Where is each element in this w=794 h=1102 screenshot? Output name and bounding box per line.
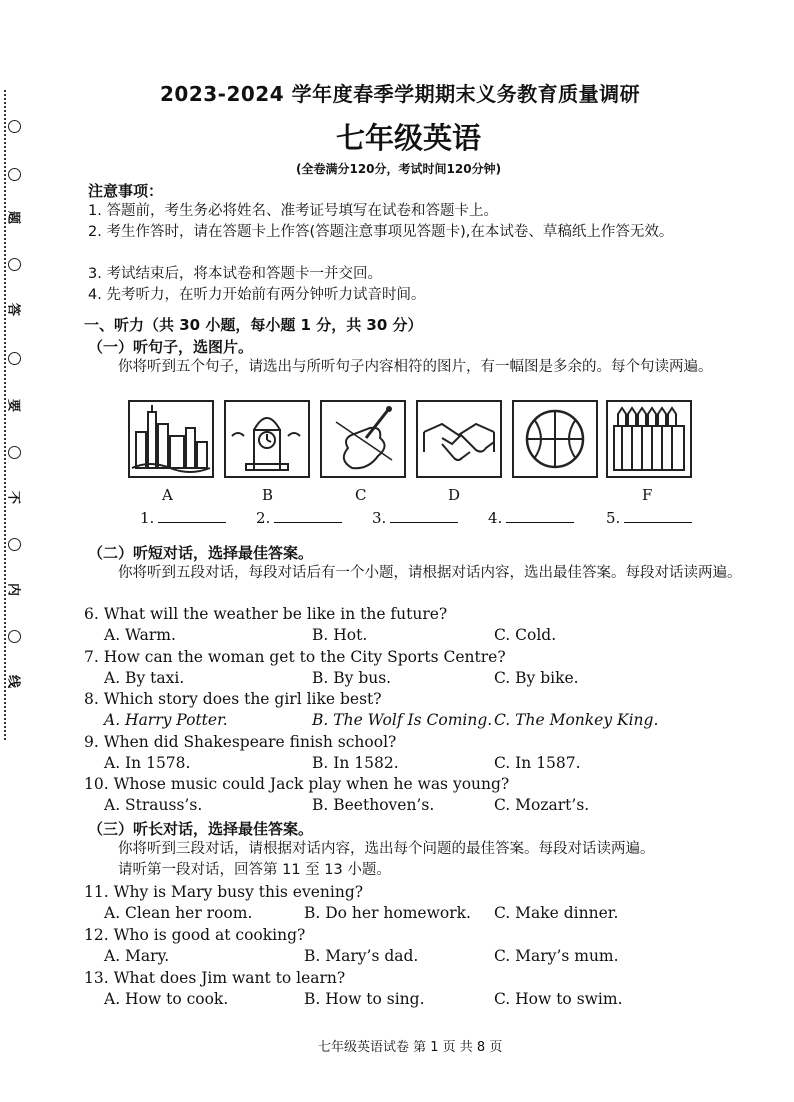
binding-char: 答 [5,302,21,316]
option-b: B. Do her homework. [304,904,471,922]
picture-label: A [162,486,173,504]
option-b: B. Hot. [312,626,368,644]
sec2-heading: （二）听短对话，选择最佳答案。 [88,544,314,562]
violin-icon [320,400,406,478]
option-a: A. Mary. [104,947,170,965]
picture-label: D [448,486,461,504]
option-c: C. By bike. [494,669,579,687]
exam-subject: 七年级英语 [336,121,482,155]
binding-circle [8,630,21,643]
question: 8. Which story does the girl like best? [84,690,382,708]
sec1-heading: （一）听句子，选图片。 [88,338,254,356]
binding-char: 线 [5,674,21,688]
city-skyline-icon [128,400,214,478]
binding-circle [8,168,21,181]
option-c: C. In 1587. [494,754,581,772]
note-item: 3. 考试结束后，将本试卷和答题卡一并交回。 [88,266,382,282]
blank-number: 2. [256,509,271,527]
basketball-icon [512,400,598,478]
option-b: B. In 1582. [312,754,399,772]
sec2-instruction: 你将听到五段对话，每段对话后有一个小题，请根据对话内容，选出最佳答案。每段对话读两遍。 [118,565,742,581]
option-c: C. Mozart’s. [494,796,590,814]
binding-circle [8,446,21,459]
question: 10. Whose music could Jack play when he was young? [84,775,510,793]
note-item: 4. 先考听力，在听力开始前有两分钟听力试音时间。 [88,287,426,303]
question: 11. Why is Mary busy this evening? [84,883,364,901]
option-c: C. Cold. [494,626,557,644]
blank-number: 5. [606,509,621,527]
sec3-heading: （三）听长对话，选择最佳答案。 [88,820,314,838]
blank-number: 4. [488,509,503,527]
option-c: C. How to swim. [494,990,623,1008]
binding-char: 不 [5,490,21,504]
note-item: 2. 考生作答时，请在答题卡上作答(答题注意事项见答题卡),在本试卷、草稿纸上作答无效。 [88,224,674,240]
option-b: B. Mary’s dad. [304,947,419,965]
answer-blank[interactable] [140,508,226,527]
binding-circle [8,258,21,271]
exam-subtitle: (全卷满分120分，考试时间120分钟) [296,162,502,176]
picture-label: B [262,486,274,504]
note-item: 1. 答题前，考生务必将姓名、准考证号填写在试卷和答题卡上。 [88,203,498,219]
part1-heading: 一、听力（共 30 小题，每小题 1 分，共 30 分） [84,316,423,334]
blank-line [624,508,692,523]
blank-line [274,508,342,523]
blank-number: 1. [140,509,155,527]
binding-char: 内 [5,582,21,596]
binding-circle [8,120,21,133]
binding-line [4,90,28,740]
option-a: A. By taxi. [104,669,185,687]
handshake-icon [416,400,502,478]
option-a: A. In 1578. [104,754,191,772]
sec3-instruction: 你将听到三段对话，请根据对话内容，选出每个问题的最佳答案。每段对话读两遍。 [118,841,655,857]
answer-blank[interactable] [606,508,692,527]
sec1-instruction: 你将听到五个句子，请选出与所听句子内容相符的图片，有一幅图是多余的。每个句读两遍。 [118,359,713,375]
blank-line [506,508,574,523]
option-b: B. Beethoven’s. [312,796,435,814]
crayons-icon [606,400,692,478]
option-a: A. Harry Potter. [104,711,228,729]
sec3-sub-instruction: 请听第一段对话，回答第 11 至 13 小题。 [118,862,391,878]
exam-title: 2023-2024 学年度春季学期期末义务教育质量调研 [160,82,641,106]
option-a: A. How to cook. [104,990,229,1008]
picture-row [128,400,688,480]
option-a: A. Strauss’s. [104,796,203,814]
picture-label: F [642,486,653,504]
answer-blank[interactable] [488,508,574,527]
option-b: B. By bus. [312,669,392,687]
binding-char: 题 [5,210,21,224]
option-a: A. Warm. [104,626,176,644]
answer-blank[interactable] [372,508,458,527]
question: 9. When did Shakespeare finish school? [84,733,397,751]
question: 6. What will the weather be like in the future? [84,605,448,623]
option-b: B. How to sing. [304,990,425,1008]
option-c: C. Mary’s mum. [494,947,619,965]
blank-line [390,508,458,523]
page-footer: 七年级英语试卷 第 1 页 共 8 页 [318,1040,503,1055]
binding-circle [8,352,21,365]
picture-label: C [355,486,367,504]
option-a: A. Clean her room. [104,904,253,922]
question: 7. How can the woman get to the City Sports Centre? [84,648,506,666]
binding-circle [8,538,21,551]
notes-heading: 注意事项： [88,182,164,200]
option-c: C. The Monkey King. [494,711,659,729]
blank-line [158,508,226,523]
answer-blank[interactable] [256,508,342,527]
question: 13. What does Jim want to learn? [84,969,346,987]
option-b: B. The Wolf Is Coming. [312,711,493,729]
binding-char: 要 [5,398,21,412]
question: 12. Who is good at cooking? [84,926,306,944]
option-c: C. Make dinner. [494,904,619,922]
clock-tower-icon [224,400,310,478]
blank-number: 3. [372,509,387,527]
